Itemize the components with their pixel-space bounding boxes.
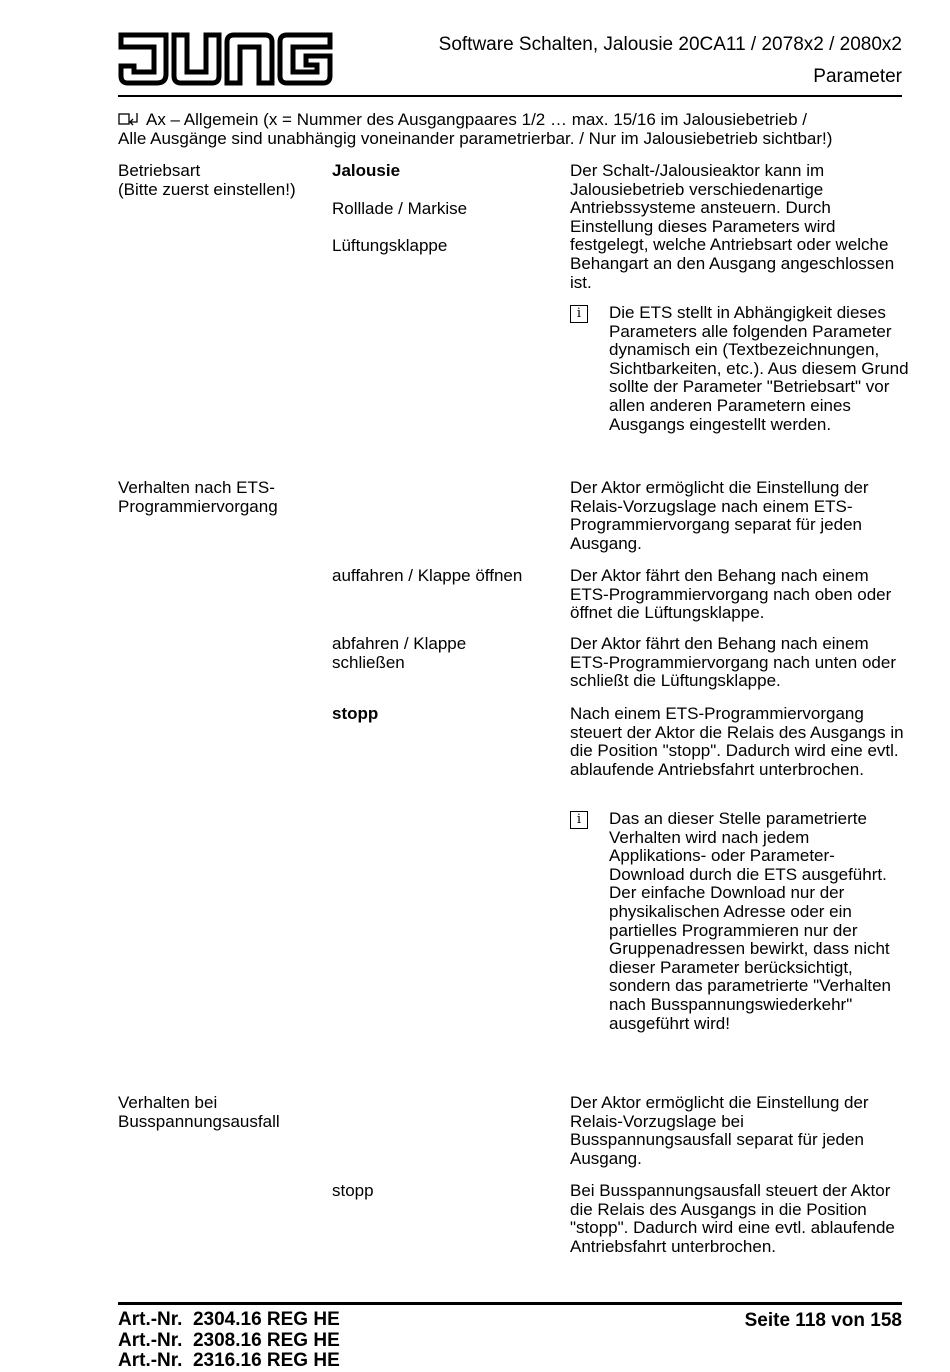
info-note-text: Das an dieser Stelle parametrierte Verhalten wird nach jedem Applikations- oder Parameter-Download durch die ETS ausgeführt. Der einfache Download nur der physikalischen Adresse oder ein partielles Programmieren nur der Gruppenadressen bewirkt, dass nicht dieser Parameter berücksichtigt, sondern das parametrierte "Verhalten nach Busspannungswiederkehr" ausgeführt wird! xyxy=(609,809,891,1033)
section-title-line1: Ax – Allgemein (x = Nummer des Ausgangpaares 1/2 … max. 15/16 im Jalousiebetrieb / xyxy=(146,110,807,129)
option-lueftungsklappe: Lüftungsklappe xyxy=(332,236,448,255)
article-number: Art.-Nr. 2316.16 REG HE xyxy=(118,1350,340,1371)
header-subtitle: Parameter xyxy=(813,66,902,87)
option-abfahren: abfahren / Klappe schließen xyxy=(332,634,467,672)
page-number: Seite 118 von 158 xyxy=(744,1310,902,1331)
param-description-betriebsart: Der Schalt-/Jalousieaktor kann im Jalousiebetrieb verschiedenartige Antriebssysteme ansteuern. Durch Einstellung dieses Parameters wird festgelegt, welche Antriebsart oder welche Behangart an den Ausgang angeschlossen ist. xyxy=(570,161,895,292)
header-rule xyxy=(118,95,902,97)
param-name-verhalten-ets: Verhalten nach ETS- Programmiervorgang xyxy=(118,478,278,516)
info-note xyxy=(570,304,910,434)
info-note-text: Die ETS stellt in Abhängigkeit dieses Parameters alle folgenden Parameter dynamisch ein (Textbezeichnungen, Sichtbarkeiten, etc.). Aus diesem Grund sollte der Parameter "Betriebsart" vor allen anderen Parametern eines Ausgangs eingestellt werden. xyxy=(609,303,909,434)
section-title xyxy=(118,110,908,148)
option-jalousie: Jalousie xyxy=(332,161,401,180)
option-stopp: stopp xyxy=(332,704,379,723)
section-title-line2: Alle Ausgänge sind unabhängig voneinander parametrierbar. / Nur im Jalousiebetrieb sichtbar!) xyxy=(118,129,833,148)
option-auffahren: auffahren / Klappe öffnen xyxy=(332,566,523,585)
option-stopp-bus: stopp xyxy=(332,1181,374,1200)
info-note xyxy=(570,810,910,1033)
header-title: Software Schalten, Jalousie 20CA11 / 2078x2 / 2080x2 xyxy=(438,34,902,55)
option-description-abfahren: Der Aktor fährt den Behang nach einem ETS-Programmiervorgang nach unten oder schließt die Lüftungsklappe. xyxy=(570,634,896,691)
param-name-betriebsart: Betriebsart (Bitte zuerst einstellen!) xyxy=(118,161,296,199)
info-icon: i xyxy=(570,811,588,829)
article-numbers xyxy=(118,1310,340,1372)
option-description-auffahren: Der Aktor fährt den Behang nach einem ETS-Programmiervorgang nach oben oder öffnet die Lüftungsklappe. xyxy=(570,566,892,623)
param-name-busspannungsausfall: Verhalten bei Busspannungsausfall xyxy=(118,1093,280,1131)
option-rolllade-markise: Rolllade / Markise xyxy=(332,199,468,218)
option-description-stopp: Nach einem ETS-Programmiervorgang steuert der Aktor die Relais des Ausgangs in die Position "stopp". Dadurch wird eine evtl. ablaufende Antriebsfahrt unterbrochen. xyxy=(570,704,904,779)
footer-rule xyxy=(118,1302,902,1305)
article-number: Art.-Nr. 2304.16 REG HE xyxy=(118,1309,340,1330)
folder-arrow-icon xyxy=(118,112,140,127)
param-description-verhalten-ets: Der Aktor ermöglicht die Einstellung der Relais-Vorzugslage nach einem ETS-Programmiervorgang separat für jeden Ausgang. xyxy=(570,478,869,553)
option-description-stopp-bus: Bei Busspannungsausfall steuert der Aktor die Relais des Ausgangs in die Position "stopp". Dadurch wird eine evtl. ablaufende Antriebsfahrt unterbrochen. xyxy=(570,1181,895,1256)
info-icon: i xyxy=(570,305,588,323)
article-number: Art.-Nr. 2308.16 REG HE xyxy=(118,1329,340,1351)
param-description-busspannungsausfall: Der Aktor ermöglicht die Einstellung der Relais-Vorzugslage bei Busspannungsausfall separat für jeden Ausgang. xyxy=(570,1093,869,1168)
jung-logo xyxy=(118,32,333,86)
